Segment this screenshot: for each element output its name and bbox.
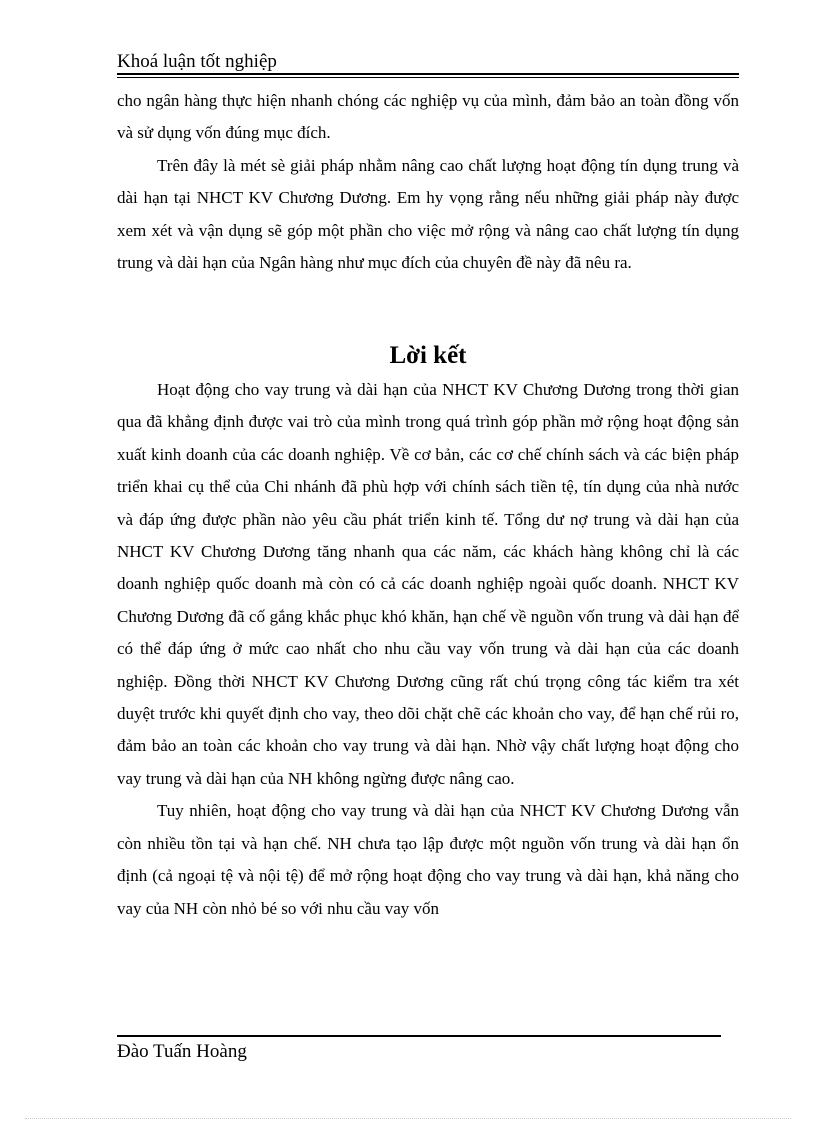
- intro-continuation-paragraph: cho ngân hàng thực hiện nhanh chóng các nghiệp vụ của mình, đảm bảo an toàn đồng vốn và sử dụng vốn đúng mục đích.: [117, 91, 739, 143]
- conclusion-paragraph-1: Hoạt động cho vay trung và dài hạn của NHCT KV Chương Dương trong thời gian qua đã khẳng định được vai trò của mình trong quá trình góp phần mở rộng hoạt động sản xuất kinh doanh của các doanh nghiệp. Về cơ bản, các cơ chế chính sách và các biện pháp triển khai cụ thể của Chi nhánh đã phù hợp với chính sách tiền tệ, tín dụng của nhà nước và đáp ứng được phần nào yêu cầu phát triển kinh tế. Tổng dư nợ trung và dài hạn của NHCT KV Chương Dương tăng nhanh qua các năm, các khách hàng không chỉ là các doanh nghiệp quốc doanh mà còn có cả các doanh nghiệp ngoài quốc doanh. NHCT KV Chương Dương đã cố gắng khắc phục khó khăn, hạn chế về nguồn vốn trung và dài hạn để có thể đáp ứng ở mức cao nhất cho nhu cầu vay vốn trung và dài hạn của các doanh nghiệp. Đồng thời NHCT KV Chương Dương cũng rất chú trọng công tác kiểm tra xét duyệt trước khi quyết định cho vay, theo dõi chặt chẽ các khoản cho vay, để hạn chế rủi ro, đảm bảo an toàn các khoản cho vay trung và dài hạn. Nhờ vậy chất lượng hoạt động cho vay trung và dài hạn của NH không ngừng được nâng cao.: [117, 380, 739, 788]
- intro-block: [117, 85, 739, 279]
- page-bottom-edge: [25, 1118, 791, 1119]
- page-header-title: Khoá luận tốt nghiệp: [117, 51, 277, 72]
- footer-divider: [117, 1035, 721, 1037]
- section-title: Lời kết: [389, 342, 467, 369]
- header-divider: [117, 73, 739, 75]
- conclusion-paragraph-2: Tuy nhiên, hoạt động cho vay trung và dài hạn của NHCT KV Chương Dương vẫn còn nhiều tồn tại và hạn chế. NH chưa tạo lập được một nguồn vốn trung và dài hạn ổn định (cả ngoại tệ và nội tệ) để mở rộng hoạt động cho vay trung và dài hạn, khả năng cho vay của NH còn nhỏ bé so với nhu cầu vay vốn: [117, 801, 739, 918]
- header-divider-thin: [117, 77, 739, 78]
- conclusion-block: [117, 374, 739, 925]
- footer-author: Đào Tuấn Hoàng: [117, 1041, 247, 1062]
- intro-paragraph: Trên đây là mét sè giải pháp nhằm nâng cao chất lượng hoạt động tín dụng trung và dài hạn tại NHCT KV Chương Dương. Em hy vọng rằng nếu những giải pháp này được xem xét và vận dụng sẽ góp một phần cho việc mở rộng và nâng cao chất lượng tín dụng trung và dài hạn của Ngân hàng như mục đích của chuyên đề này đã nêu ra.: [117, 155, 739, 273]
